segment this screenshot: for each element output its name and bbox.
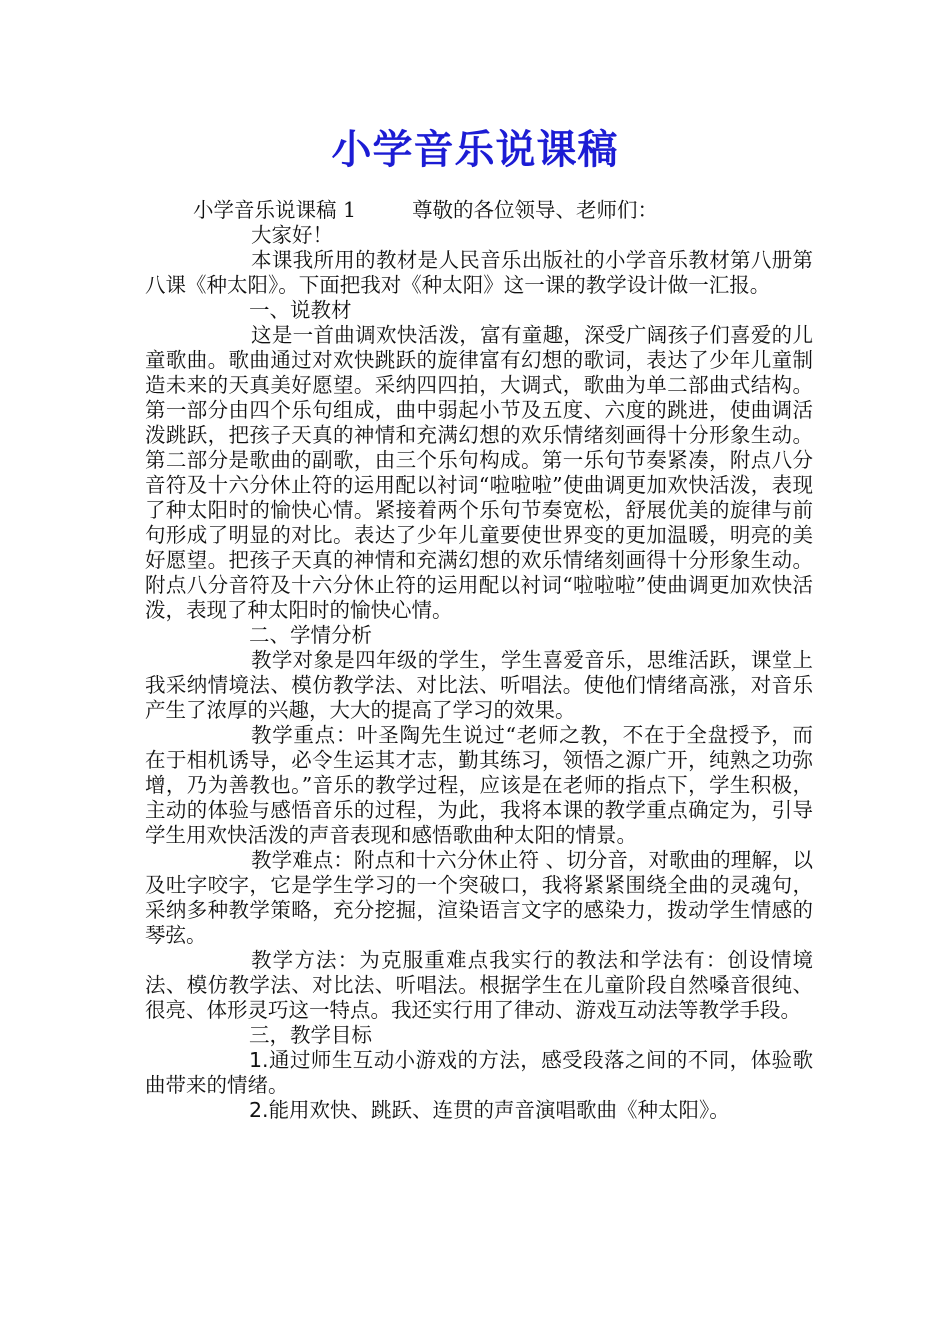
teaching-difficulty-paragraph: 教学难点：附点和十六分休止符 、切分音，对歌曲的理解，以及吐字咬字，它是学生学习的一个突破口，我将紧紧围绕全曲的灵魂句，采纳多种教学策略，充分挖掘，渲染语言文字的感染力，拨动学生情感的琴弦。 — [145, 848, 813, 947]
section-heading-student-analysis: 二、学情分析 — [249, 623, 372, 647]
objective-number-2: 2. — [249, 1098, 269, 1122]
intro-line — [145, 198, 813, 223]
section-heading-textbook: 一、说教材 — [249, 298, 352, 322]
salutation: 大家好！ — [251, 223, 333, 247]
objective-number-1: 1. — [249, 1048, 269, 1072]
document-title: 小学音乐说课稿 — [331, 126, 619, 173]
document-body — [145, 198, 813, 1123]
student-analysis-paragraph: 教学对象是四年级的学生，学生喜爱音乐，思维活跃，课堂上我采纳情境法、模仿教学法、对比法、听唱法。使他们情绪高涨，对音乐产生了浓厚的兴趣，大大的提高了学习的效果。 — [145, 648, 813, 722]
textbook-paragraph: 这是一首曲调欢快活泼，富有童趣，深受广阔孩子们喜爱的儿童歌曲。歌曲通过对欢快跳跃的旋律富有幻想的歌词，表达了少年儿童制造未来的天真美好愿望。采纳四四拍，大调式，歌曲为单二部曲式结构。第一部分由四个乐句组成，曲中弱起小节及五度、六度的跳进，使曲调活泼跳跃，把孩子天真的神情和充满幻想的欢乐情绪刻画得十分形象生动。第二部分是歌曲的副歌，由三个乐句构成。第一乐句节奏紧凑，附点八分音符及十六分休止符的运用配以衬词“啦啦啦”使曲调更加欢快活泼，表现了种太阳时的愉快心情。紧接着两个乐句节奏宽松，舒展优美的旋律与前句形成了明显的对比。表达了少年儿童要使世界变的更加温暖，明亮的美好愿望。把孩子天真的神情和充满幻想的欢乐情绪刻画得十分形象生动。附点八分音符及十六分休止符的运用配以衬词“啦啦啦”使曲调更加欢快活泼，表现了种太阳时的愉快心情。 — [145, 323, 813, 622]
intro-label: 小学音乐说课稿 1 — [193, 198, 357, 222]
intro-greeting: 尊敬的各位领导、老师们： — [412, 198, 659, 222]
objective-item-1 — [145, 1048, 813, 1098]
teaching-method-paragraph: 教学方法：为克服重难点我实行的教法和学法有：创设情境法、模仿教学法、对比法、听唱法。根据学生在儿童阶段自然嗓音很纯、很亮、体形灵巧这一特点。我还实行用了律动、游戏互动法等教学手段。 — [145, 948, 813, 1022]
opening-paragraph: 本课我所用的教材是人民音乐出版社的小学音乐教材第八册第八课《种太阳》。下面把我对《种太阳》这一课的教学设计做一汇报。 — [145, 248, 813, 297]
section-heading-objectives: 三，教学目标 — [249, 1023, 372, 1047]
objective-text-1: 通过师生互动小游戏的方法，感受段落之间的不同，体验歌曲带来的情绪。 — [145, 1048, 813, 1097]
objective-text-2: 能用欢快、跳跃、连贯的声音演唱歌曲《种太阳》。 — [268, 1098, 730, 1122]
teaching-focus-paragraph: 教学重点：叶圣陶先生说过“老师之教，不在于全盘授予，而在于相机诱导，必令生运其才志，勤其练习，领悟之源广开，纯熟之功弥增，乃为善教也。”音乐的教学过程，应该是在老师的指点下，学生积极，主动的体验与感悟音乐的过程，为此，我将本课的教学重点确定为，引导学生用欢快活泼的声音表现和感悟歌曲种太阳的情景。 — [145, 723, 813, 847]
objective-item-2 — [145, 1098, 813, 1123]
